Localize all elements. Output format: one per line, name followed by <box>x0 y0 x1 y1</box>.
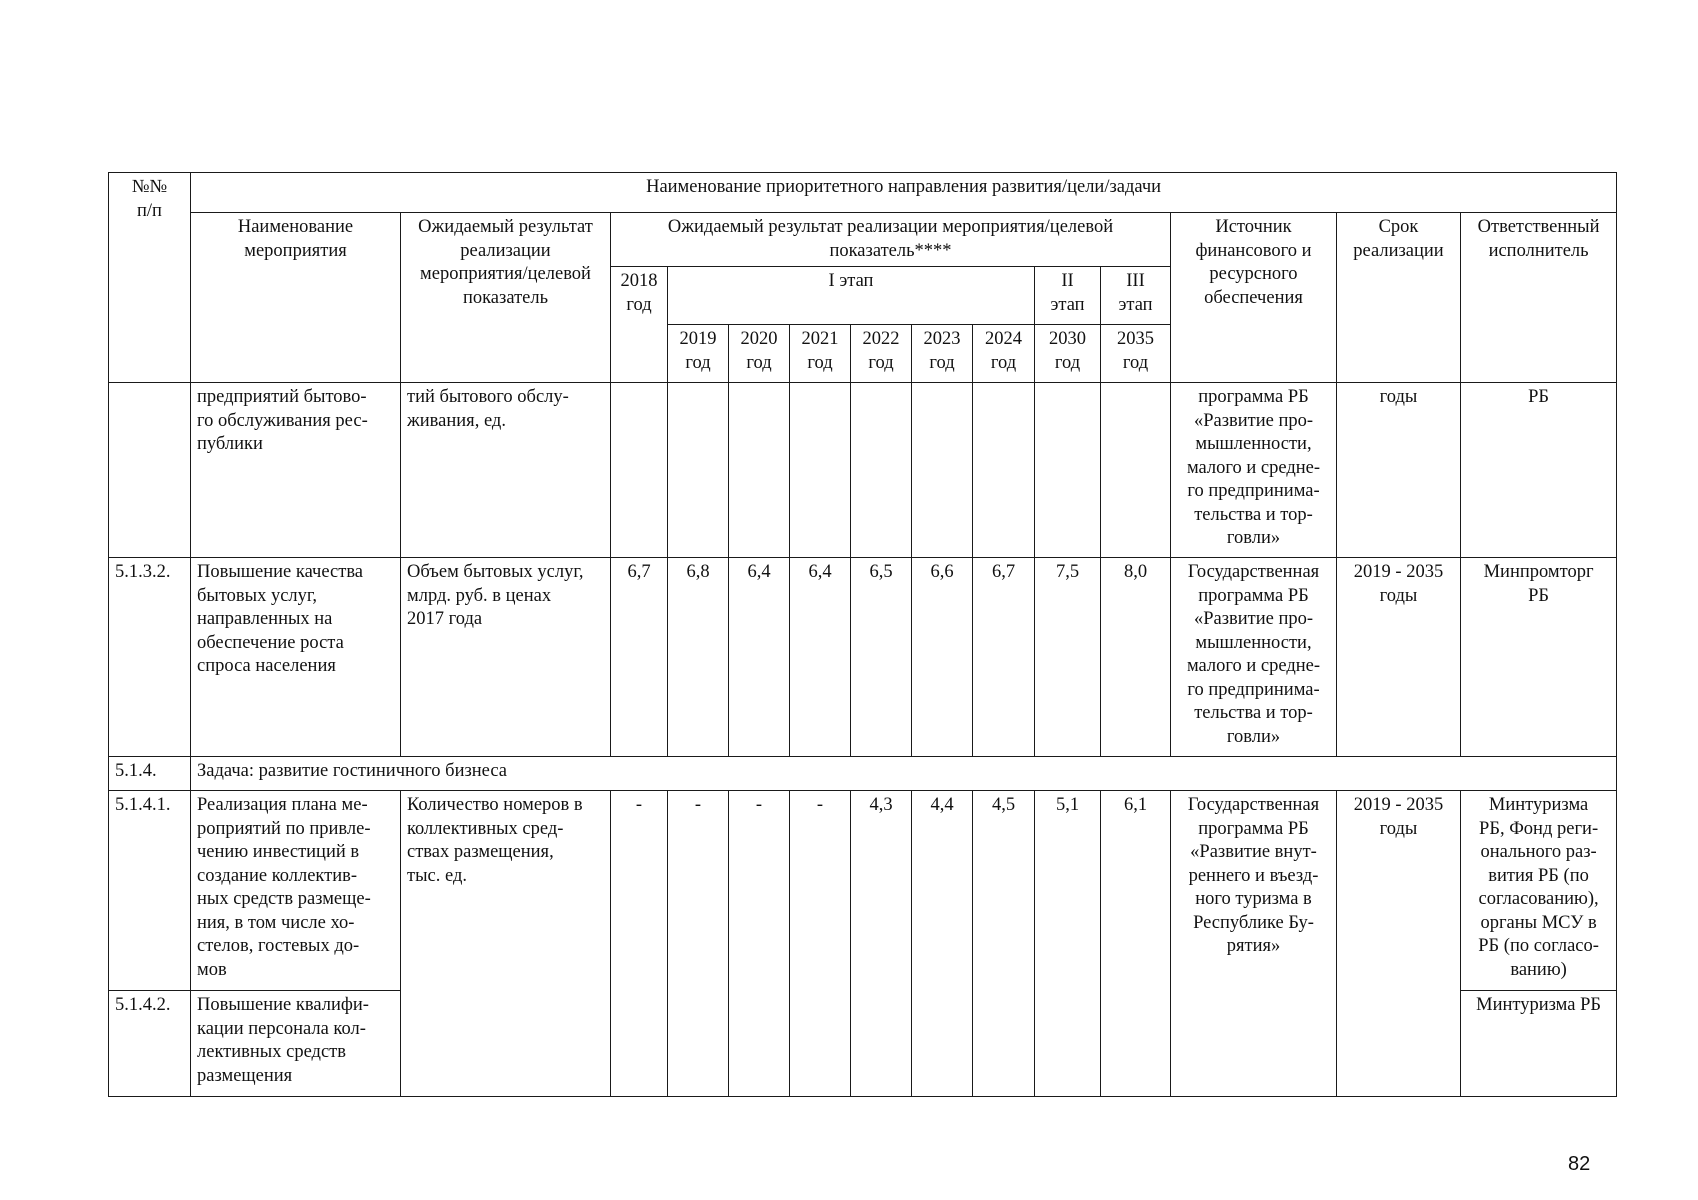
header-direction-title: Наименование приоритетного направления развития/цели/задачи <box>191 173 1617 213</box>
value-2024: 4,5 <box>973 791 1035 1097</box>
row-source: Государственная программа РБ «Развитие внут- реннего и въезд- ного туризма в Республике Бу- рятия» <box>1171 791 1337 1097</box>
table-row <box>109 791 1617 991</box>
value-2035: 8,0 <box>1101 558 1171 757</box>
row-result: Объем бытовых услуг, млрд. руб. в ценах 2017 года <box>401 558 611 757</box>
task-title: Задача: развитие гостиничного бизнеса <box>191 757 1617 791</box>
row-responsible: Минтуризма РБ, Фонд реги- онального раз- вития РБ (по согласованию), органы МСУ в РБ (по согласо- ванию) <box>1461 791 1617 991</box>
header-source: Источник финансового и ресурсного обеспечения <box>1171 213 1337 383</box>
value-2020: 6,4 <box>729 558 790 757</box>
row-term: 2019 - 2035 годы <box>1337 558 1461 757</box>
header-term: Срок реализации <box>1337 213 1461 383</box>
row-num: 5.1.4.1. <box>109 791 191 991</box>
row-num: 5.1.4. <box>109 757 191 791</box>
header-responsible: Ответственный исполнитель <box>1461 213 1617 383</box>
header-year-2024: 2024 год <box>973 325 1035 383</box>
row-event-name: Реализация плана ме- роприятий по привле- чению инвестиций в создание коллектив- ных средств размеще- ния, в том числе хо- стелов, гостевых до- мов <box>191 791 401 991</box>
page-number: 82 <box>1568 1153 1591 1175</box>
header-year-2018: 2018 год <box>611 267 668 383</box>
header-year-2022: 2022 год <box>851 325 912 383</box>
value-2024: 6,7 <box>973 558 1035 757</box>
table-row <box>109 383 1617 558</box>
value-2019: 6,8 <box>668 558 729 757</box>
value-2035: 6,1 <box>1101 791 1171 1097</box>
row-result: Количество номеров в коллективных сред- ствах размещения, тыс. ед. <box>401 791 611 1097</box>
row-num-empty <box>109 383 191 558</box>
header-year-2020: 2020 год <box>729 325 790 383</box>
value-2021: 6,4 <box>790 558 851 757</box>
header-year-2035: 2035 год <box>1101 325 1171 383</box>
header-num-cell: №№ п/п <box>109 173 191 383</box>
row-source: Государственная программа РБ «Развитие про- мышленности, малого и средне- го предпринима- тельства и тор- говли» <box>1171 558 1337 757</box>
table-row <box>109 558 1617 757</box>
value-2030: 7,5 <box>1035 558 1101 757</box>
value-2018: 6,7 <box>611 558 668 757</box>
row-num: 5.1.4.2. <box>109 991 191 1097</box>
value-2023: 4,4 <box>912 791 973 1097</box>
indicators-table <box>108 172 1617 1097</box>
value-2030: 5,1 <box>1035 791 1101 1097</box>
value-2018: - <box>611 791 668 1097</box>
row-responsible: Минтуризма РБ <box>1461 991 1617 1097</box>
table-row <box>109 757 1617 791</box>
header-stage-1: I этап <box>668 267 1035 325</box>
header-event-name: Наименование мероприятия <box>191 213 401 383</box>
row-result: тий бытового обслу- живания, ед. <box>401 383 611 558</box>
header-year-2030: 2030 год <box>1035 325 1101 383</box>
row-term: годы <box>1337 383 1461 558</box>
value-2022: 4,3 <box>851 791 912 1097</box>
value-2019: - <box>668 791 729 1097</box>
value-2020: - <box>729 791 790 1097</box>
value-2022: 6,5 <box>851 558 912 757</box>
row-responsible: РБ <box>1461 383 1617 558</box>
value-2023: 6,6 <box>912 558 973 757</box>
row-event-name: предприятий бытово- го обслуживания рес- публики <box>191 383 401 558</box>
header-year-2021: 2021 год <box>790 325 851 383</box>
header-expected-result: Ожидаемый результат реализации мероприятия/целевой показатель <box>401 213 611 383</box>
row-source: программа РБ «Развитие про- мышленности, малого и средне- го предпринима- тельства и тор- говли» <box>1171 383 1337 558</box>
header-stage-2: II этап <box>1035 267 1101 325</box>
value-2021: - <box>790 791 851 1097</box>
header-stage-3: III этап <box>1101 267 1171 325</box>
row-responsible: Минпромторг РБ <box>1461 558 1617 757</box>
header-indicator-group: Ожидаемый результат реализации мероприятия/целевой показатель**** <box>611 213 1171 267</box>
row-event-name: Повышение качества бытовых услуг, направленных на обеспечение роста спроса населения <box>191 558 401 757</box>
row-event-name: Повышение квалифи- кации персонала кол- лективных средств размещения <box>191 991 401 1097</box>
header-year-2023: 2023 год <box>912 325 973 383</box>
row-num: 5.1.3.2. <box>109 558 191 757</box>
row-term: 2019 - 2035 годы <box>1337 791 1461 1097</box>
header-year-2019: 2019 год <box>668 325 729 383</box>
